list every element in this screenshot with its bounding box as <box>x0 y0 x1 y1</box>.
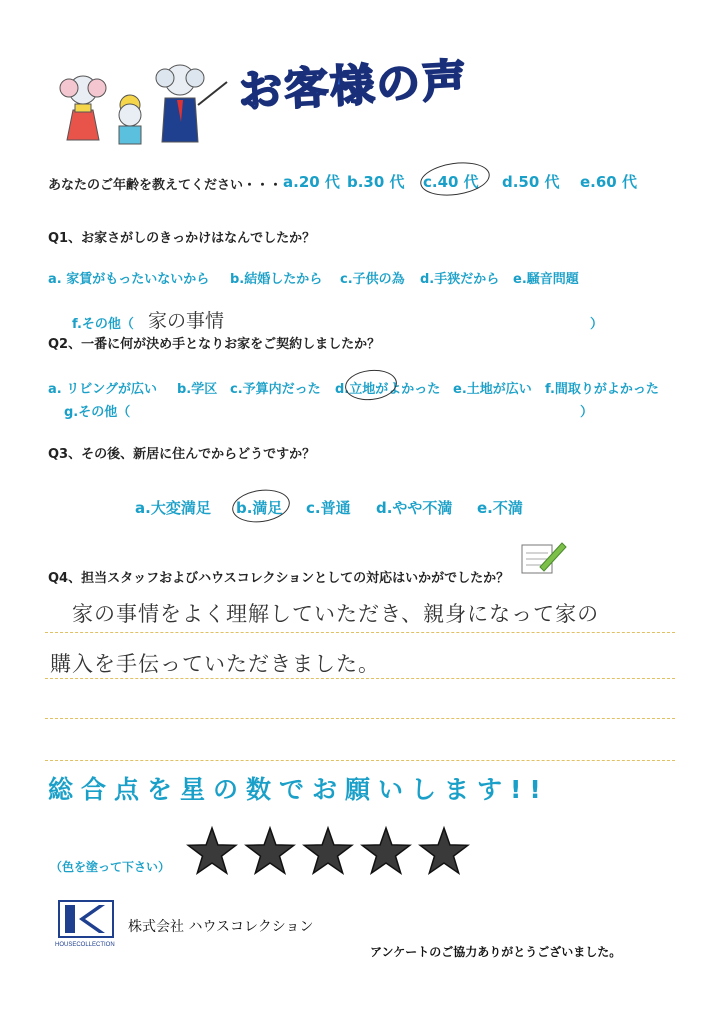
q2-option-d[interactable]: d.立地がよかった <box>335 382 441 397</box>
page-title: お客様の声 <box>237 55 470 118</box>
q3-option-a[interactable]: a.大変満足 <box>135 499 211 517</box>
q4-question: Q4、担当スタッフおよびハウスコレクションとしての対応はいかがでしたか？ <box>48 571 510 586</box>
q1-other-label: f.その他（ <box>72 317 134 332</box>
q1-close: ） <box>590 317 604 332</box>
logo-caption: HOUSECOLLECTION <box>55 942 115 948</box>
q1-question: Q1、お家さがしのきっかけはなんでしたか？ <box>48 231 316 246</box>
age-selection-circle <box>418 158 492 199</box>
q1-other-answer[interactable]: 家の事情 <box>148 310 225 332</box>
q4-answer-line-1[interactable]: 家の事情をよく理解していただき、親身になって家の <box>72 602 600 626</box>
age-option-c[interactable]: c.40 代 <box>423 173 479 191</box>
q2-option-c[interactable]: c.予算内だった <box>230 382 321 397</box>
q3-question: Q3、その後、新居に住んでからどうですか？ <box>48 447 316 462</box>
answer-line <box>45 718 675 719</box>
company-name: 株式会社 ハウスコレクション <box>128 919 314 935</box>
thanks-message: アンケートのご協力ありがとうございました。 <box>370 945 622 959</box>
q1-option-e[interactable]: e.騒音問題 <box>513 272 579 287</box>
age-option-e[interactable]: e.60 代 <box>580 173 637 191</box>
elephant-mascots <box>55 60 235 155</box>
memo-pencil-icon <box>520 537 568 577</box>
stars-svg <box>185 825 475 879</box>
q3-option-b[interactable]: b.満足 <box>236 499 283 517</box>
star-rating[interactable] <box>185 825 475 883</box>
age-option-d[interactable]: d.50 代 <box>502 173 560 191</box>
q2-other-label: g.その他（ <box>64 405 131 420</box>
age-option-b[interactable]: b.30 代 <box>347 173 405 191</box>
q1-option-a[interactable]: a. 家賃がもったいないから <box>48 272 210 287</box>
q1-option-d[interactable]: d.手狭だから <box>420 272 500 287</box>
q2-option-e[interactable]: e.土地が広い <box>453 382 532 397</box>
q1-option-b[interactable]: b.結婚したから <box>230 272 323 287</box>
age-question: あなたのご年齢を教えてください・・・ <box>48 178 283 193</box>
rating-prompt: 総合点を星の数でお願いします!! <box>48 775 549 804</box>
answer-line <box>45 632 675 633</box>
q1-option-c[interactable]: c.子供の為 <box>340 272 405 287</box>
q2-question: Q2、一番に何が決め手となりお家をご契約しましたか？ <box>48 337 381 352</box>
age-option-a[interactable]: a.20 代 <box>283 173 340 191</box>
q2-close: ） <box>580 405 594 420</box>
star-icon[interactable] <box>246 828 294 873</box>
star-icon[interactable] <box>188 828 236 873</box>
rating-note: （色を塗って下さい） <box>50 860 171 874</box>
q2-option-f[interactable]: f.間取りがよかった <box>545 382 659 397</box>
answer-line <box>45 678 675 679</box>
answer-line <box>45 760 675 761</box>
q3-selection-circle <box>230 486 292 526</box>
q4-answer-line-2[interactable]: 購入を手伝っていただきました。 <box>50 652 380 676</box>
q2-option-b[interactable]: b.学区 <box>177 382 218 397</box>
star-icon[interactable] <box>304 828 352 873</box>
q2-option-a[interactable]: a. リビングが広い <box>48 382 157 397</box>
q3-option-d[interactable]: d.やや不満 <box>376 499 453 517</box>
q3-option-e[interactable]: e.不満 <box>477 499 523 517</box>
q2-selection-circle <box>344 367 399 402</box>
star-icon[interactable] <box>362 828 410 873</box>
q3-option-c[interactable]: c.普通 <box>306 499 351 517</box>
star-icon[interactable] <box>420 828 468 873</box>
